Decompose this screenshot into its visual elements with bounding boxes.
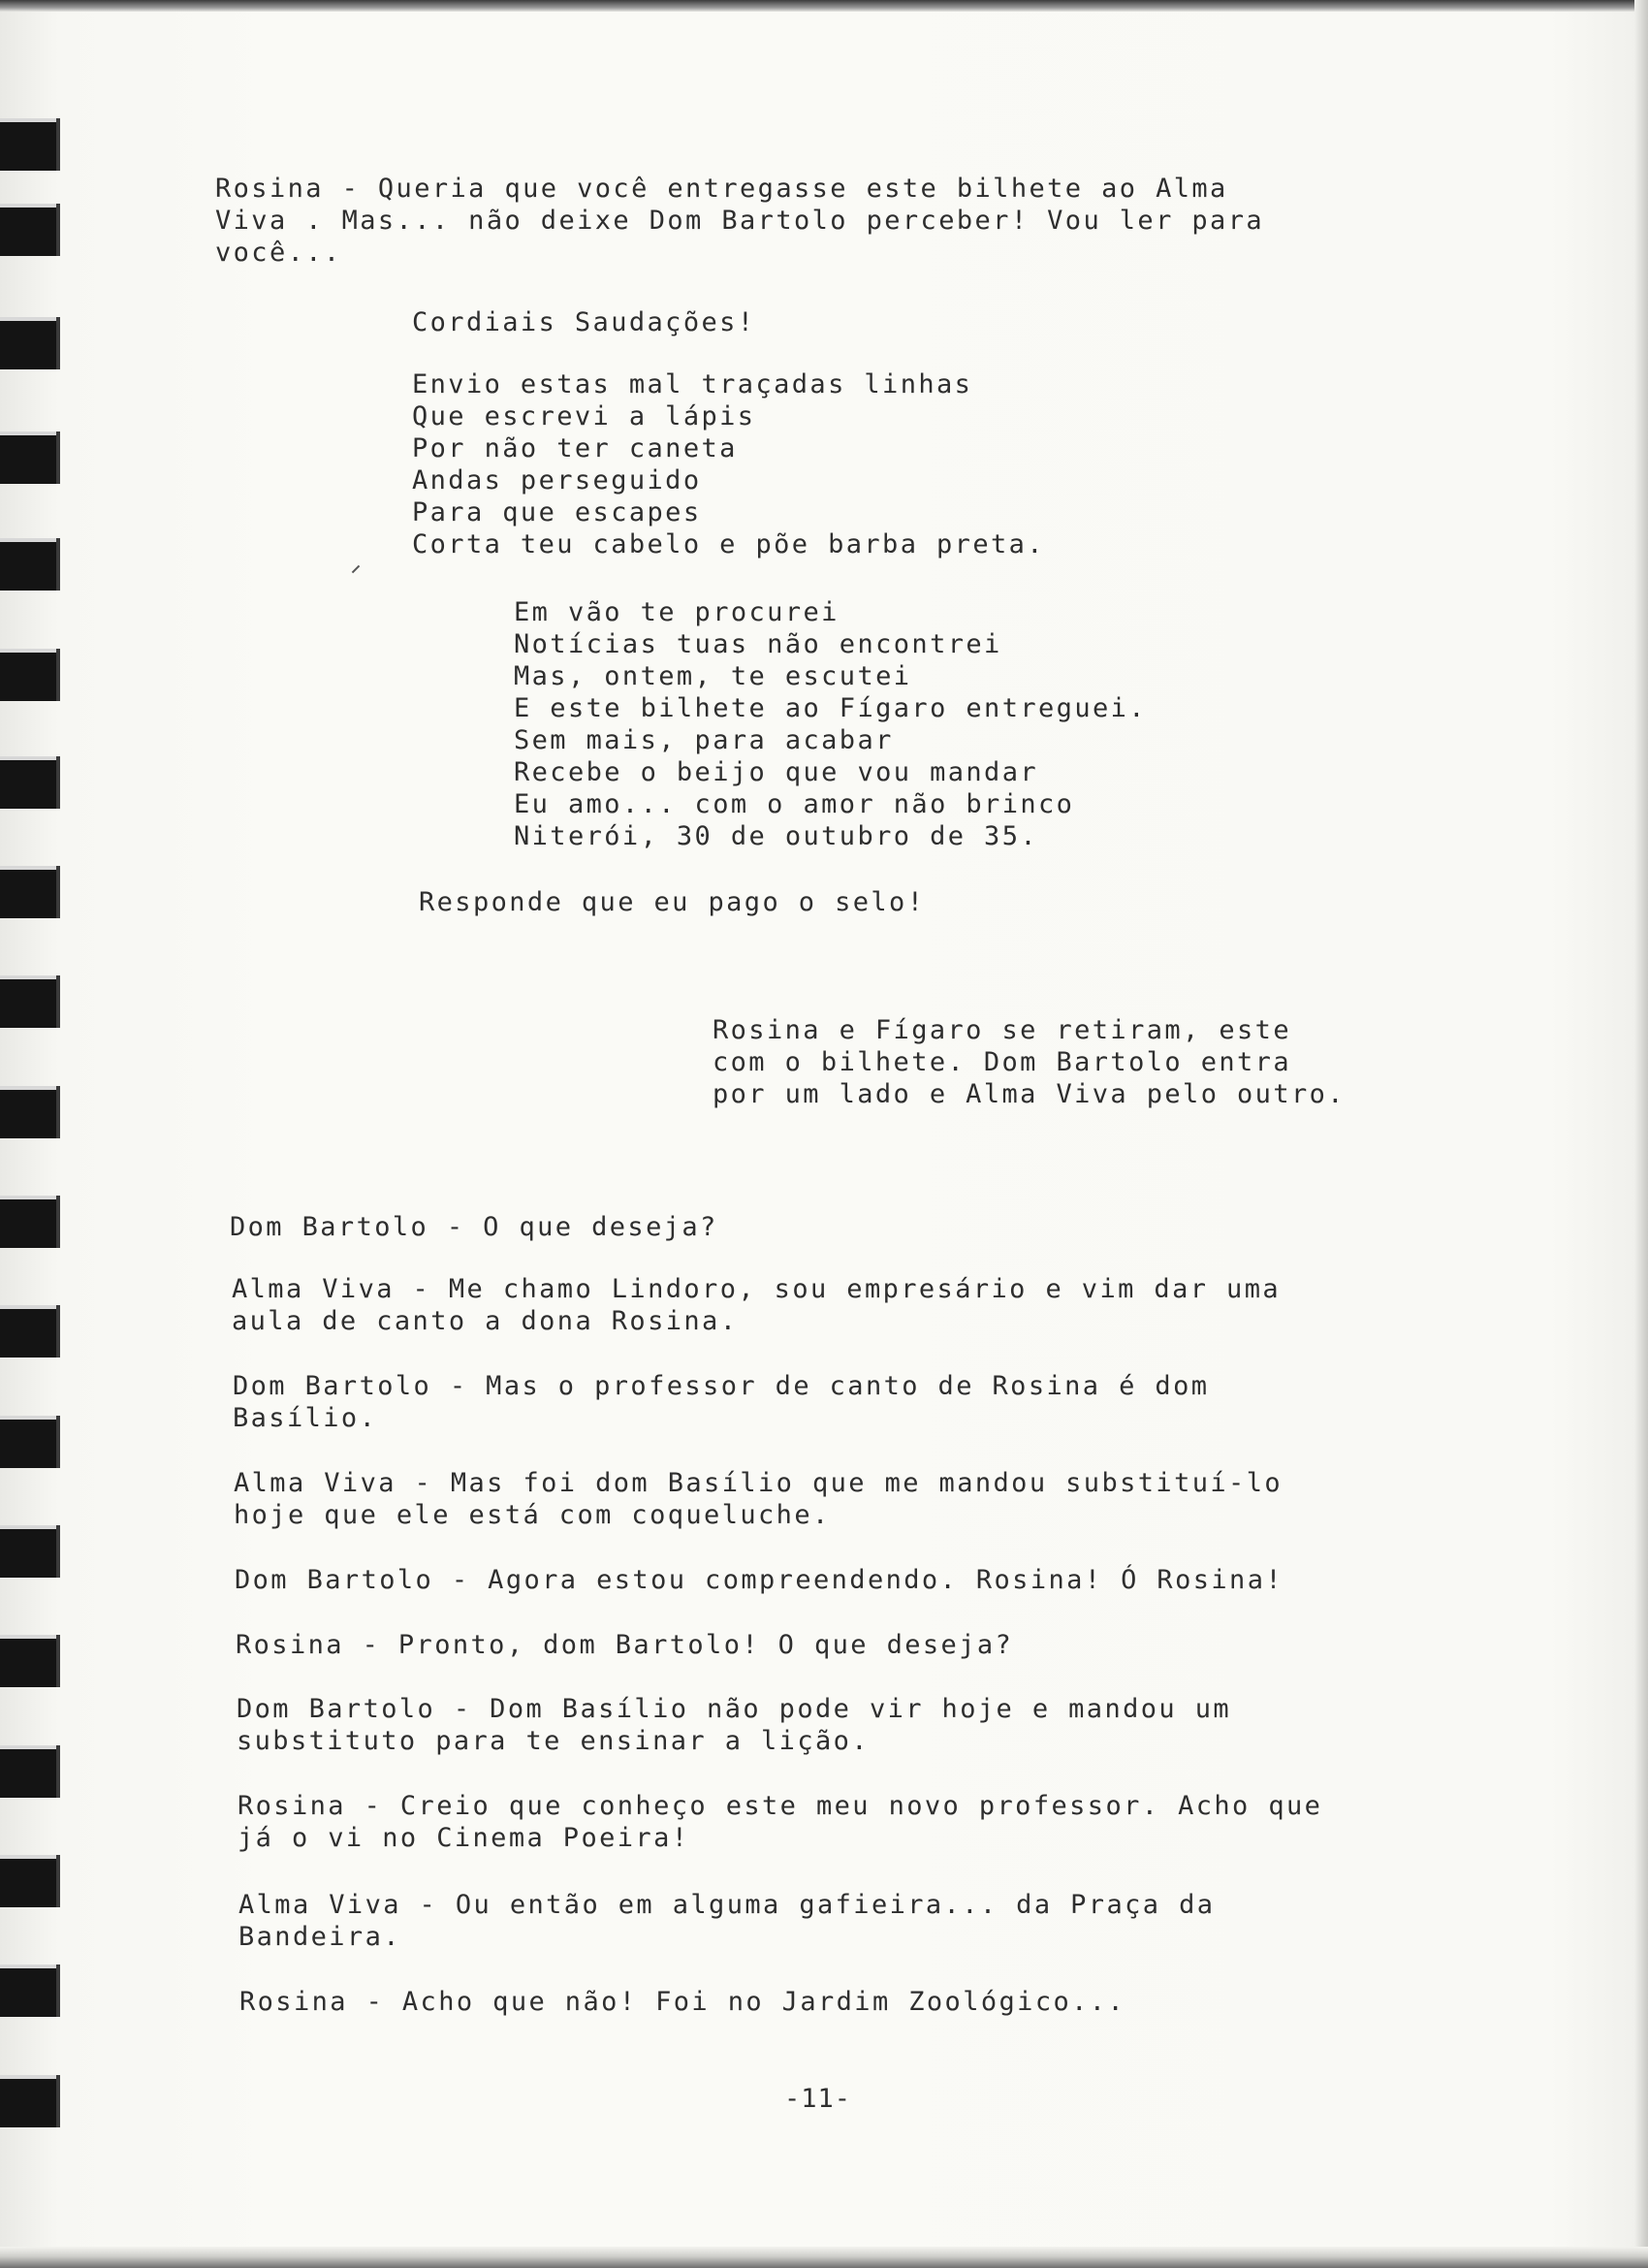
text-line: Rosina - Creio que conheço este meu novo professor. Acho que [238,1791,1323,1821]
dialogue-line [239,1986,1125,2018]
text-line: Rosina e Fígaro se retiram, este [713,1015,1291,1045]
page-number: -11- [784,2084,852,2114]
text-line: Responde que eu pago o selo! [419,887,926,917]
text-line: Bandeira. [238,1922,401,1952]
text-line: Por não ter caneta [412,433,738,463]
dialogue-line [235,1564,1284,1596]
text-line: Rosina - Acho que não! Foi no Jardim Zoológico... [239,1987,1126,2017]
text-line: substituto para te ensinar a lição. [237,1726,870,1756]
text-line: por um lado e Alma Viva pelo outro. [713,1079,1346,1109]
text-line: Recebe o beijo que vou mandar [514,757,1039,787]
text-line: Viva . Mas... não deixe Dom Bartolo perceber! Vou ler para [215,206,1265,236]
text-line: Cordiais Saudações! [412,307,756,337]
dialogue-line [233,1370,1209,1434]
text-line: Eu amo... com o amor não brinco [514,789,1075,819]
text-line: Envio estas mal traçadas linhas [412,369,973,399]
letter-stanza-1 [412,368,1045,560]
text-line: Dom Bartolo - Mas o professor de canto de Rosina é dom [233,1371,1210,1401]
text-line: Andas perseguido [412,465,702,495]
dialogue-line [238,1790,1322,1854]
text-line: Niterói, 30 de outubro de 35. [514,821,1039,851]
dialogue-rosina-bilhete [215,173,1264,269]
text-line: Rosina - Queria que você entregasse este bilhete ao Alma [215,174,1228,204]
dialogue-line [230,1211,718,1243]
text-line: Alma Viva - Mas foi dom Basílio que me mandou substituí-lo [234,1468,1284,1498]
text-line: você... [215,238,342,268]
dialogue-line [238,1889,1215,1953]
dialogue-line [236,1629,1013,1661]
letter-closing [419,886,925,918]
text-line: Que escrevi a lápis [412,401,756,431]
text-line: com o bilhete. Dom Bartolo entra [713,1047,1291,1077]
dialogue-line [234,1467,1283,1531]
text-line: Alma Viva - Ou então em alguma gafieira... da Praça da [238,1890,1216,1920]
text-line: Mas, ontem, te escutei [514,661,912,691]
text-line: Rosina - Pronto, dom Bartolo! O que deseja? [236,1630,1014,1660]
text-line: aula de canto a dona Rosina. [232,1306,739,1336]
letter-stanza-2 [514,596,1147,852]
text-line: Sem mais, para acabar [514,725,894,755]
text-line: Em vão te procurei [514,597,840,627]
text-line: Notícias tuas não encontrei [514,629,1002,659]
dialogue-line [237,1693,1231,1757]
text-line: Basílio. [233,1403,378,1433]
text-line: Dom Bartolo - O que deseja? [230,1212,718,1242]
text-line: Dom Bartolo - Dom Basílio não pode vir hoje e mandou um [237,1694,1232,1724]
text-line: Dom Bartolo - Agora estou compreendendo. Rosina! Ó Rosina! [235,1565,1284,1595]
text-line: E este bilhete ao Fígaro entreguei. [514,693,1147,723]
text-line: Para que escapes [412,497,702,527]
text-line: Corta teu cabelo e põe barba preta. [412,529,1045,559]
text-line: já o vi no Cinema Poeira! [238,1823,690,1853]
text-line: hoje que ele está com coqueluche. [234,1500,831,1530]
dialogue-line [232,1273,1281,1337]
text-line: Alma Viva - Me chamo Lindoro, sou empresário e vim dar uma [232,1274,1282,1304]
stage-direction [713,1014,1346,1110]
letter-greeting [412,306,755,338]
